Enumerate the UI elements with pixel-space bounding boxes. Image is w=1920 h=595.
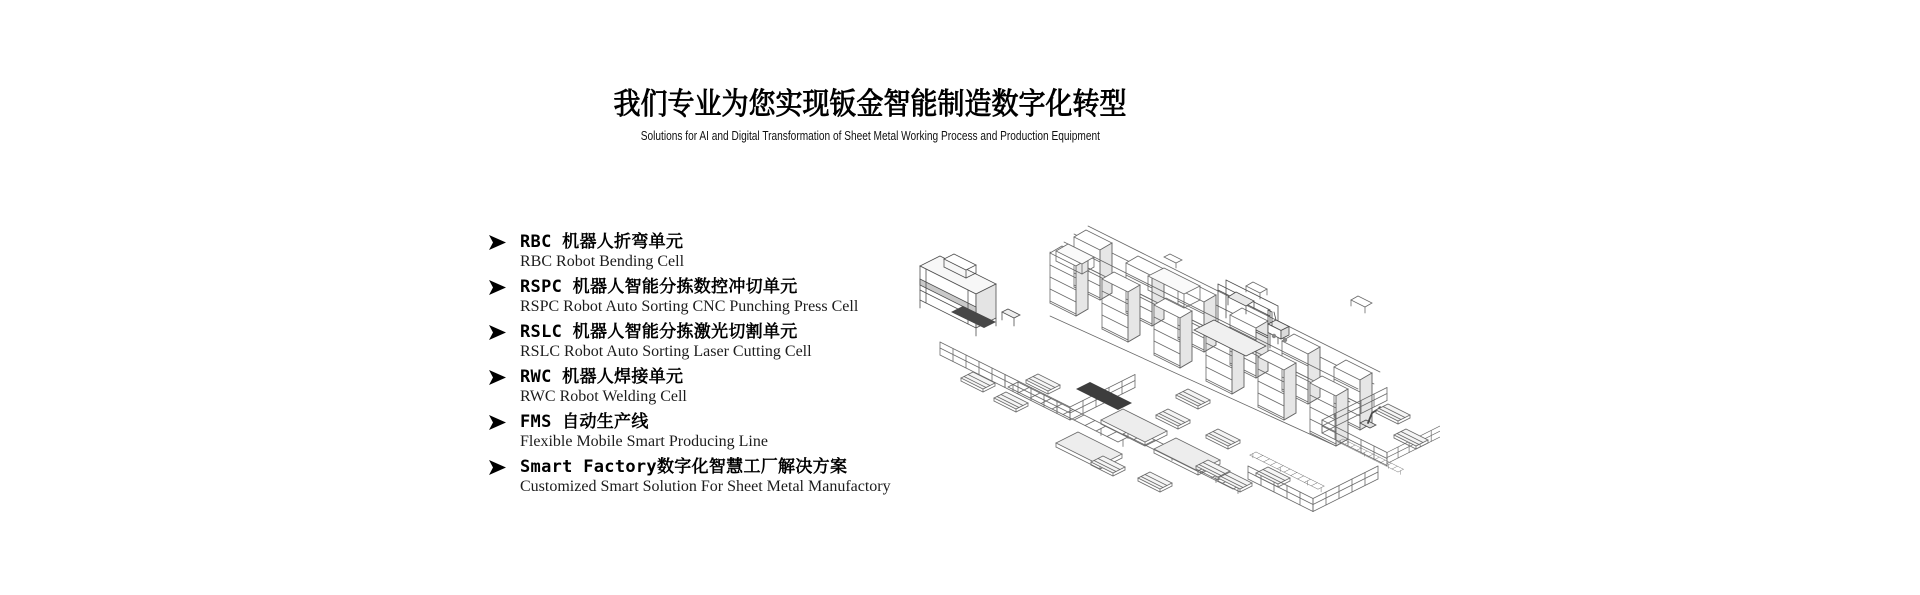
list-item-subtitle: RBC Robot Bending Cell (520, 253, 685, 270)
list-item-rslc (489, 322, 891, 360)
list-item-title: FMS 自动生产线 (520, 412, 649, 432)
right-arrowhead-icon (489, 460, 506, 475)
right-arrowhead-icon (489, 280, 506, 295)
factory-line-drawing (918, 224, 1440, 519)
list-item-subtitle: Flexible Mobile Smart Producing Line (520, 433, 768, 450)
list-item-title: RWC 机器人焊接单元 (520, 367, 684, 387)
list-item-subtitle: RSLC Robot Auto Sorting Laser Cutting Cell (520, 343, 812, 360)
list-item-rbc (489, 232, 891, 270)
page-title-text: 我们专业为您实现钣金智能制造数字化转型 (613, 88, 1127, 121)
right-arrowhead-icon (489, 235, 506, 250)
list-item-title: Smart Factory数字化智慧工厂解决方案 (520, 457, 848, 477)
list-item-subtitle: RWC Robot Welding Cell (520, 388, 687, 405)
list-item-subtitle: RSPC Robot Auto Sorting CNC Punching Press Cell (520, 298, 859, 315)
smart-factory-illustration (918, 224, 1440, 519)
right-arrowhead-icon (489, 325, 506, 340)
list-item-title: RSLC 机器人智能分拣激光切割单元 (520, 322, 798, 342)
list-item-rspc (489, 277, 891, 315)
list-item-smart-factory (489, 457, 891, 495)
page-subtitle (370, 127, 1370, 145)
list-item-fms (489, 412, 891, 450)
list-item-rwc (489, 367, 891, 405)
right-arrowhead-icon (489, 415, 506, 430)
hero-header (370, 88, 1370, 145)
list-item-title: RBC 机器人折弯单元 (520, 232, 684, 252)
page-subtitle-text: Solutions for AI and Digital Transformation of Sheet Metal Working Process and Production Equipment (640, 128, 1100, 143)
right-arrowhead-icon (489, 370, 506, 385)
press-brake-machine (920, 254, 1020, 336)
list-item-title: RSPC 机器人智能分拣数控冲切单元 (520, 277, 798, 297)
solutions-list (489, 232, 891, 502)
list-item-subtitle: Customized Smart Solution For Sheet Metal Manufactory (520, 478, 891, 495)
page-title (370, 88, 1370, 122)
